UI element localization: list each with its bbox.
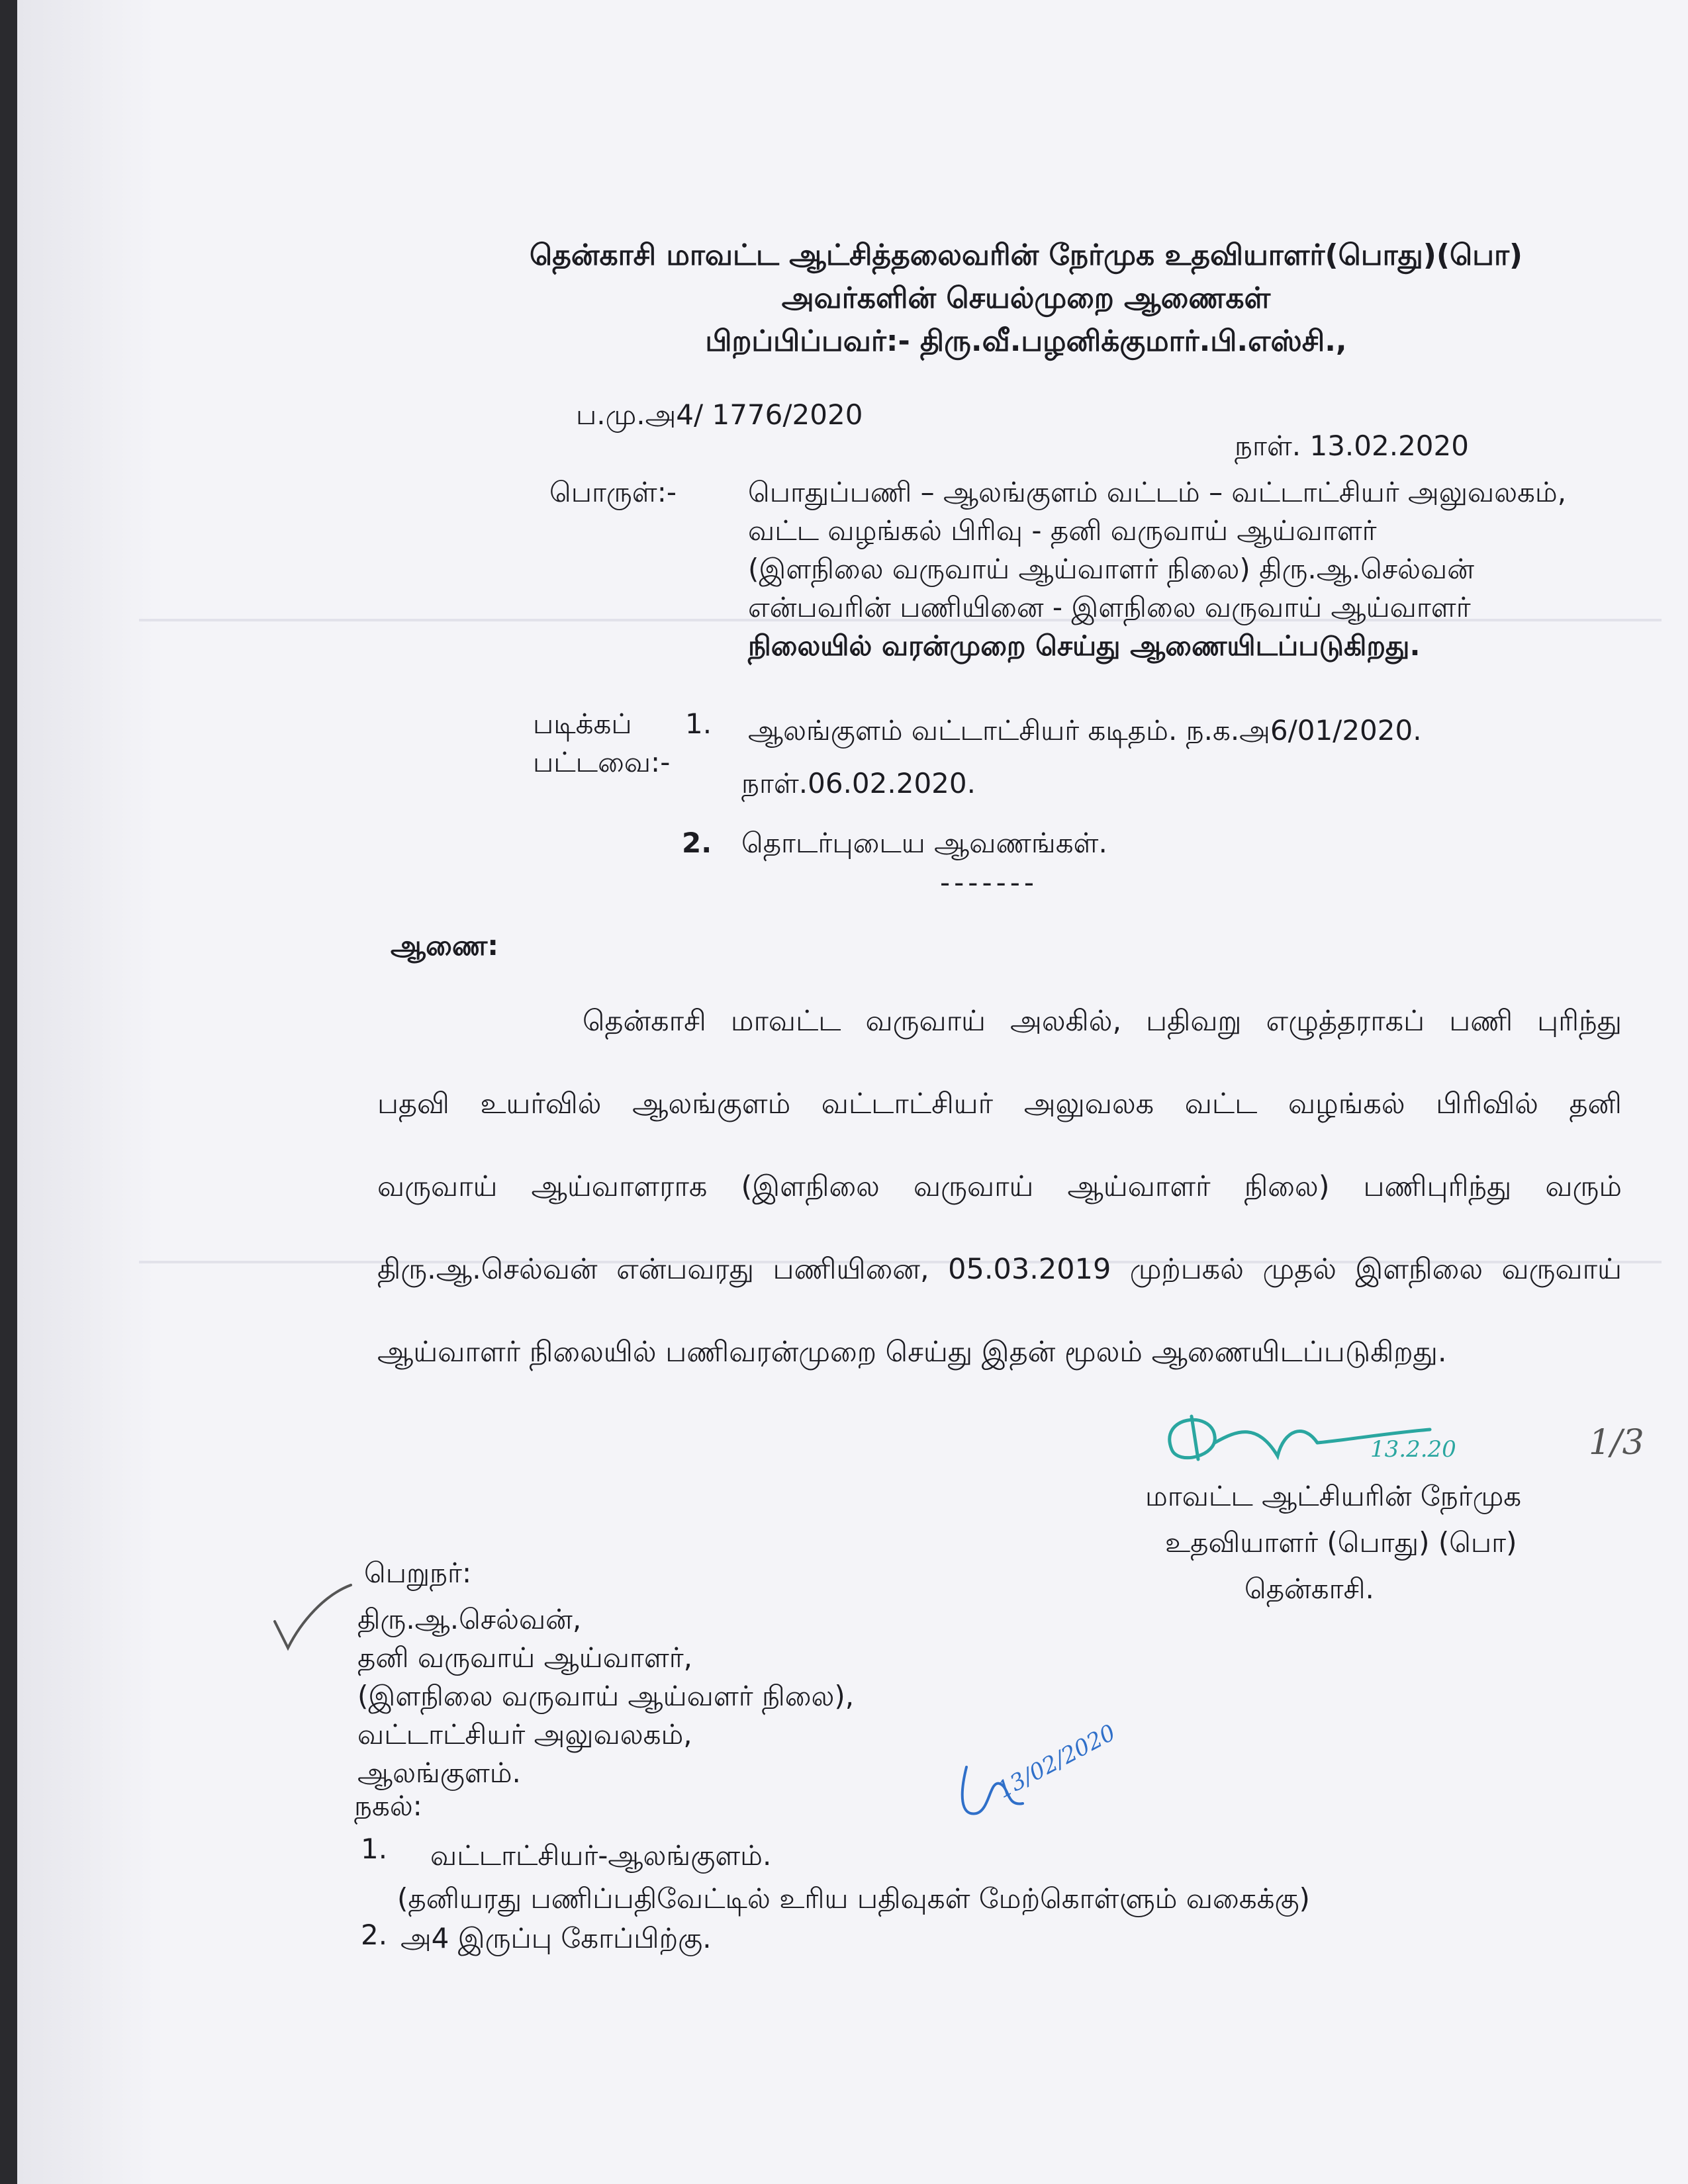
- header-line-2: அவர்களின் செயல்முறை ஆணைகள்: [781, 281, 1271, 315]
- order-line: தென்காசி மாவட்ட வருவாய் அலகில், பதிவறு எழுத்தராகப் பணி புரிந்து: [583, 1005, 1622, 1038]
- reference-number: ப.மு.அ4/ 1776/2020: [576, 398, 863, 431]
- recipient-line: தனி வருவாய் ஆய்வாளர்,: [357, 1641, 693, 1674]
- order-line: பதவி உயர்வில் ஆலங்குளம் வட்டாட்சியர் அலுவலக வட்ட வழங்கல் பிரிவில் தனி: [377, 1087, 1622, 1120]
- order-line: ஆய்வாளர் நிலையில் பணிவரன்முறை செய்து இதன் மூலம் ஆணையிடப்படுகிறது.: [377, 1336, 1447, 1369]
- subject-label: பொருள்:-: [549, 476, 677, 508]
- copy-1-text: வட்டாட்சியர்-ஆலங்குளம்.: [430, 1839, 772, 1872]
- subject-line: வட்ட வழங்கல் பிரிவு - தனி வருவாய் ஆய்வாளர்: [748, 514, 1377, 547]
- header-line-1: தென்காசி மாவட்ட ஆட்சித்தலைவரின் நேர்முக உதவியாளர்(பொது)(பொ): [529, 238, 1523, 272]
- recipient-line: வட்டாட்சியர் அலுவலகம்,: [357, 1718, 692, 1751]
- subject-line: நிலையில் வரன்முறை செய்து ஆணையிடப்படுகிறது.: [748, 629, 1421, 662]
- subject-line: பொதுப்பணி – ஆலங்குளம் வட்டம் – வட்டாட்சியர் அலுவலகம்,: [748, 476, 1567, 508]
- recipient-line: திரு.ஆ.செல்வன்,: [357, 1603, 582, 1635]
- reference-2-number: 2.: [682, 827, 712, 859]
- divider: -------: [940, 866, 1039, 899]
- order-line: வருவாய் ஆய்வாளராக (இளநிலை வருவாய் ஆய்வாளர் நிலை) பணிபுரிந்து வரும்: [377, 1170, 1622, 1203]
- recipient-line: (இளநிலை வருவாய் ஆய்வளர் நிலை),: [357, 1680, 855, 1712]
- header-line-3: பிறப்பிப்பவர்:- திரு.வீ.பழனிக்குமார்.பி.எஸ்சி.,: [705, 324, 1347, 358]
- signatory-line-1: மாவட்ட ஆட்சியரின் நேர்முக: [1145, 1480, 1522, 1512]
- signatory-line-3: தென்காசி.: [1244, 1572, 1374, 1605]
- recipient-line: ஆலங்குளம்.: [357, 1756, 521, 1789]
- references-label: [533, 705, 670, 782]
- recipient-address: [357, 1600, 854, 1792]
- order-date: நாள். 13.02.2020: [1235, 430, 1469, 462]
- copy-1-number: 1.: [361, 1833, 388, 1865]
- copy-label: நகல்:: [354, 1790, 422, 1822]
- copy-2-text: அ4 இருப்பு கோப்பிற்கு.: [400, 1922, 712, 1954]
- subject-text: [748, 473, 1609, 665]
- scan-border: [0, 0, 17, 2184]
- copy-1-note: (தனியரது பணிப்பதிவேட்டில் உரிய பதிவுகள் மேற்கொள்ளும் வகைக்கு): [397, 1882, 1310, 1915]
- check-mark: [265, 1582, 357, 1655]
- order-label: ஆணை:: [391, 929, 499, 962]
- order-line: திரு.ஆ.செல்வன் என்பவரது பணியினை, 05.03.2019 முற்பகல் முதல் இளநிலை வருவாய்: [377, 1253, 1622, 1286]
- handwritten-signature-date: 13.2.20: [1370, 1436, 1456, 1463]
- reference-1-date: நாள்.06.02.2020.: [741, 767, 976, 799]
- subject-line: (இளநிலை வருவாய் ஆய்வாளர் நிலை) திரு.ஆ.செல்வன்: [748, 553, 1474, 585]
- handwritten-signature: [1152, 1403, 1523, 1482]
- page-shadow: [17, 0, 156, 2184]
- reference-1-text: ஆலங்குளம் வட்டாட்சியர் கடிதம். ந.க.அ6/01/2020.: [748, 714, 1422, 747]
- references-label-line: பட்டவை:-: [533, 746, 671, 778]
- references-label-line: படிக்கப்: [533, 707, 632, 740]
- handwritten-note-date: 13/02/2020: [993, 1719, 1120, 1804]
- page-mark: 1/3: [1589, 1423, 1644, 1463]
- copy-2-number: 2.: [361, 1919, 388, 1951]
- reference-1-number: 1.: [685, 707, 712, 740]
- reference-2-text: தொடர்புடைய ஆவணங்கள்.: [741, 827, 1107, 859]
- recipient-label: பெறுநர்:: [364, 1557, 472, 1589]
- signatory-line-2: உதவியாளர் (பொது) (பொ): [1165, 1526, 1517, 1559]
- subject-line: என்பவரின் பணியினை - இளநிலை வருவாய் ஆய்வாளர்: [748, 591, 1471, 623]
